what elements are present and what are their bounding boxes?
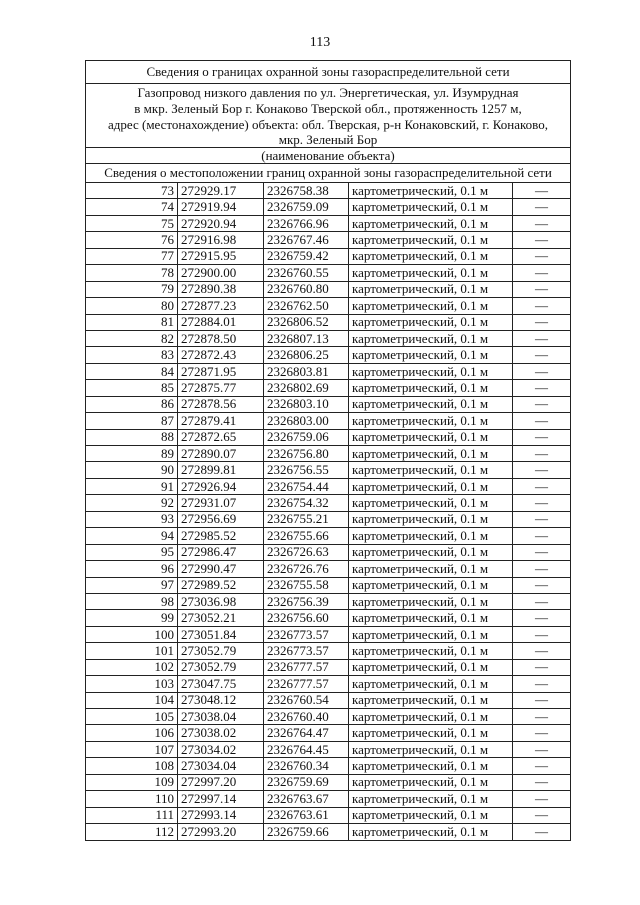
note-cell: — (513, 215, 571, 231)
coord-y: 2326760.55 (264, 265, 349, 281)
table-row (86, 511, 571, 527)
point-number: 102 (86, 659, 178, 675)
point-number: 91 (86, 478, 178, 494)
coord-y: 2326755.66 (264, 528, 349, 544)
method-cell: картометрический, 0.1 м (349, 725, 513, 741)
method-cell: картометрический, 0.1 м (349, 281, 513, 297)
coordinates-table (85, 182, 571, 841)
coord-x: 272871.95 (178, 363, 264, 379)
point-number: 74 (86, 199, 178, 215)
coord-x: 273038.04 (178, 709, 264, 725)
method-cell: картометрический, 0.1 м (349, 643, 513, 659)
coord-x: 272916.98 (178, 232, 264, 248)
table-row (86, 248, 571, 264)
point-number: 112 (86, 824, 178, 840)
note-cell: — (513, 396, 571, 412)
table-row (86, 528, 571, 544)
method-cell: картометрический, 0.1 м (349, 544, 513, 560)
coord-y: 2326755.21 (264, 511, 349, 527)
object-line: мкр. Зеленый Бор (278, 132, 378, 148)
point-number: 78 (86, 265, 178, 281)
note-cell: — (513, 741, 571, 757)
note-cell: — (513, 462, 571, 478)
point-number: 109 (86, 774, 178, 790)
coord-y: 2326777.57 (264, 676, 349, 692)
method-cell: картометрический, 0.1 м (349, 478, 513, 494)
note-cell: — (513, 544, 571, 560)
coord-x: 272890.07 (178, 446, 264, 462)
point-number: 85 (86, 380, 178, 396)
note-cell: — (513, 610, 571, 626)
table-row (86, 281, 571, 297)
coord-x: 272997.20 (178, 774, 264, 790)
note-cell: — (513, 643, 571, 659)
point-number: 86 (86, 396, 178, 412)
point-number: 84 (86, 363, 178, 379)
coord-y: 2326760.54 (264, 692, 349, 708)
coord-x: 273047.75 (178, 676, 264, 692)
method-cell: картометрический, 0.1 м (349, 610, 513, 626)
method-cell: картометрический, 0.1 м (349, 774, 513, 790)
method-cell: картометрический, 0.1 м (349, 824, 513, 840)
coord-y: 2326756.60 (264, 610, 349, 626)
point-number: 97 (86, 577, 178, 593)
table-row (86, 774, 571, 790)
coord-y: 2326773.57 (264, 626, 349, 642)
point-number: 88 (86, 429, 178, 445)
method-cell: картометрический, 0.1 м (349, 659, 513, 675)
note-cell: — (513, 330, 571, 346)
table-row (86, 593, 571, 609)
method-cell: картометрический, 0.1 м (349, 298, 513, 314)
point-number: 80 (86, 298, 178, 314)
table-row (86, 314, 571, 330)
coord-y: 2326802.69 (264, 380, 349, 396)
point-number: 108 (86, 758, 178, 774)
table-row (86, 561, 571, 577)
note-cell: — (513, 725, 571, 741)
coord-x: 273052.79 (178, 659, 264, 675)
coord-y: 2326767.46 (264, 232, 349, 248)
method-cell: картометрический, 0.1 м (349, 314, 513, 330)
point-number: 87 (86, 413, 178, 429)
note-cell: — (513, 561, 571, 577)
coord-y: 2326754.44 (264, 478, 349, 494)
method-cell: картометрический, 0.1 м (349, 265, 513, 281)
object-caption: (наименование объекта) (85, 147, 571, 163)
coord-y: 2326764.45 (264, 741, 349, 757)
table-row (86, 692, 571, 708)
coord-x: 272872.65 (178, 429, 264, 445)
note-cell: — (513, 232, 571, 248)
coord-x: 272877.23 (178, 298, 264, 314)
point-number: 79 (86, 281, 178, 297)
method-cell: картометрический, 0.1 м (349, 593, 513, 609)
table-row (86, 380, 571, 396)
method-cell: картометрический, 0.1 м (349, 183, 513, 199)
point-number: 99 (86, 610, 178, 626)
coord-x: 272879.41 (178, 413, 264, 429)
coord-x: 273036.98 (178, 593, 264, 609)
method-cell: картометрический, 0.1 м (349, 215, 513, 231)
coord-y: 2326762.50 (264, 298, 349, 314)
coord-x: 272878.56 (178, 396, 264, 412)
coord-y: 2326763.67 (264, 791, 349, 807)
table-row (86, 577, 571, 593)
section-title: Сведения о местоположении границ охранной зоны газораспределительной сети (85, 163, 571, 182)
point-number: 100 (86, 626, 178, 642)
note-cell: — (513, 265, 571, 281)
coord-x: 272884.01 (178, 314, 264, 330)
point-number: 75 (86, 215, 178, 231)
method-cell: картометрический, 0.1 м (349, 758, 513, 774)
coord-x: 272926.94 (178, 478, 264, 494)
note-cell: — (513, 281, 571, 297)
coord-x: 273052.21 (178, 610, 264, 626)
coord-y: 2326806.25 (264, 347, 349, 363)
coord-x: 273038.02 (178, 725, 264, 741)
method-cell: картометрический, 0.1 м (349, 248, 513, 264)
coord-x: 272986.47 (178, 544, 264, 560)
method-cell: картометрический, 0.1 м (349, 807, 513, 823)
coord-y: 2326726.63 (264, 544, 349, 560)
point-number: 82 (86, 330, 178, 346)
method-cell: картометрический, 0.1 м (349, 429, 513, 445)
method-cell: картометрический, 0.1 м (349, 741, 513, 757)
point-number: 73 (86, 183, 178, 199)
point-number: 94 (86, 528, 178, 544)
note-cell: — (513, 429, 571, 445)
note-cell: — (513, 363, 571, 379)
coord-y: 2326760.80 (264, 281, 349, 297)
coord-x: 273034.02 (178, 741, 264, 757)
object-name (85, 83, 571, 147)
point-number: 90 (86, 462, 178, 478)
coord-x: 273052.79 (178, 643, 264, 659)
point-number: 110 (86, 791, 178, 807)
point-number: 104 (86, 692, 178, 708)
coord-x: 272993.20 (178, 824, 264, 840)
coord-y: 2326754.32 (264, 495, 349, 511)
coord-y: 2326803.81 (264, 363, 349, 379)
table-row (86, 741, 571, 757)
method-cell: картометрический, 0.1 м (349, 330, 513, 346)
coord-x: 273034.04 (178, 758, 264, 774)
method-cell: картометрический, 0.1 м (349, 626, 513, 642)
coord-x: 272997.14 (178, 791, 264, 807)
table-row (86, 478, 571, 494)
table-row (86, 725, 571, 741)
coord-y: 2326759.09 (264, 199, 349, 215)
note-cell: — (513, 183, 571, 199)
table-row (86, 265, 571, 281)
note-cell: — (513, 495, 571, 511)
coord-x: 272931.07 (178, 495, 264, 511)
table-row (86, 413, 571, 429)
coord-y: 2326806.52 (264, 314, 349, 330)
note-cell: — (513, 758, 571, 774)
table-row (86, 643, 571, 659)
coord-y: 2326726.76 (264, 561, 349, 577)
coord-y: 2326759.42 (264, 248, 349, 264)
coord-y: 2326807.13 (264, 330, 349, 346)
object-line: Газопровод низкого давления по ул. Энергетическая, ул. Изумрудная (137, 85, 519, 100)
coord-y: 2326756.80 (264, 446, 349, 462)
coord-y: 2326773.57 (264, 643, 349, 659)
table-row (86, 446, 571, 462)
point-number: 101 (86, 643, 178, 659)
coord-y: 2326760.40 (264, 709, 349, 725)
note-cell: — (513, 626, 571, 642)
note-cell: — (513, 380, 571, 396)
note-cell: — (513, 347, 571, 363)
coord-x: 272989.52 (178, 577, 264, 593)
method-cell: картометрический, 0.1 м (349, 413, 513, 429)
table-row (86, 396, 571, 412)
note-cell: — (513, 511, 571, 527)
note-cell: — (513, 199, 571, 215)
method-cell: картометрический, 0.1 м (349, 676, 513, 692)
table-row (86, 347, 571, 363)
note-cell: — (513, 298, 571, 314)
coord-x: 272990.47 (178, 561, 264, 577)
point-number: 92 (86, 495, 178, 511)
coord-y: 2326760.34 (264, 758, 349, 774)
method-cell: картометрический, 0.1 м (349, 577, 513, 593)
point-number: 93 (86, 511, 178, 527)
method-cell: картометрический, 0.1 м (349, 791, 513, 807)
point-number: 96 (86, 561, 178, 577)
table-row (86, 199, 571, 215)
point-number: 77 (86, 248, 178, 264)
table-row (86, 659, 571, 675)
coord-x: 272899.81 (178, 462, 264, 478)
note-cell: — (513, 314, 571, 330)
table-row (86, 824, 571, 840)
note-cell: — (513, 824, 571, 840)
coord-y: 2326764.47 (264, 725, 349, 741)
coord-x: 272985.52 (178, 528, 264, 544)
object-line: адрес (местонахождение) объекта: обл. Тверская, р-н Конаковский, г. Конаково, (108, 116, 548, 132)
method-cell: картометрический, 0.1 м (349, 199, 513, 215)
table-row (86, 626, 571, 642)
table-row (86, 363, 571, 379)
point-number: 95 (86, 544, 178, 560)
method-cell: картометрический, 0.1 м (349, 396, 513, 412)
note-cell: — (513, 709, 571, 725)
coord-x: 272900.00 (178, 265, 264, 281)
coord-y: 2326755.58 (264, 577, 349, 593)
coord-y: 2326766.96 (264, 215, 349, 231)
table-row (86, 462, 571, 478)
method-cell: картометрический, 0.1 м (349, 561, 513, 577)
method-cell: картометрический, 0.1 м (349, 232, 513, 248)
table-row (86, 544, 571, 560)
point-number: 76 (86, 232, 178, 248)
coord-y: 2326759.06 (264, 429, 349, 445)
method-cell: картометрический, 0.1 м (349, 363, 513, 379)
coord-y: 2326756.39 (264, 593, 349, 609)
method-cell: картометрический, 0.1 м (349, 511, 513, 527)
note-cell: — (513, 692, 571, 708)
method-cell: картометрический, 0.1 м (349, 692, 513, 708)
coord-x: 272919.94 (178, 199, 264, 215)
coord-y: 2326763.61 (264, 807, 349, 823)
coord-x: 273048.12 (178, 692, 264, 708)
coord-y: 2326759.69 (264, 774, 349, 790)
table-row (86, 676, 571, 692)
table-row (86, 495, 571, 511)
coord-y: 2326759.66 (264, 824, 349, 840)
note-cell: — (513, 593, 571, 609)
note-cell: — (513, 478, 571, 494)
object-line: в мкр. Зеленый Бор г. Конаково Тверской обл., протяженность 1257 м, (134, 100, 522, 116)
coord-x: 272956.69 (178, 511, 264, 527)
coord-x: 272915.95 (178, 248, 264, 264)
table-row (86, 610, 571, 626)
coord-x: 272929.17 (178, 183, 264, 199)
table-row (86, 298, 571, 314)
point-number: 81 (86, 314, 178, 330)
point-number: 107 (86, 741, 178, 757)
method-cell: картометрический, 0.1 м (349, 709, 513, 725)
point-number: 106 (86, 725, 178, 741)
note-cell: — (513, 807, 571, 823)
note-cell: — (513, 659, 571, 675)
table-row (86, 807, 571, 823)
table-row (86, 330, 571, 346)
point-number: 98 (86, 593, 178, 609)
coord-y: 2326756.55 (264, 462, 349, 478)
table-row (86, 183, 571, 199)
table-row (86, 429, 571, 445)
coord-x: 272920.94 (178, 215, 264, 231)
document-table (85, 60, 571, 841)
point-number: 103 (86, 676, 178, 692)
coord-y: 2326803.00 (264, 413, 349, 429)
coord-x: 273051.84 (178, 626, 264, 642)
note-cell: — (513, 446, 571, 462)
coord-x: 272875.77 (178, 380, 264, 396)
page-number: 113 (309, 35, 331, 50)
note-cell: — (513, 791, 571, 807)
note-cell: — (513, 528, 571, 544)
note-cell: — (513, 676, 571, 692)
method-cell: картометрический, 0.1 м (349, 495, 513, 511)
note-cell: — (513, 577, 571, 593)
table-row (86, 791, 571, 807)
coord-y: 2326777.57 (264, 659, 349, 675)
point-number: 89 (86, 446, 178, 462)
point-number: 83 (86, 347, 178, 363)
point-number: 105 (86, 709, 178, 725)
coord-y: 2326803.10 (264, 396, 349, 412)
method-cell: картометрический, 0.1 м (349, 380, 513, 396)
method-cell: картометрический, 0.1 м (349, 462, 513, 478)
table-row (86, 709, 571, 725)
coord-x: 272878.50 (178, 330, 264, 346)
method-cell: картометрический, 0.1 м (349, 446, 513, 462)
method-cell: картометрический, 0.1 м (349, 347, 513, 363)
table-row (86, 215, 571, 231)
coord-x: 272872.43 (178, 347, 264, 363)
coord-x: 272890.38 (178, 281, 264, 297)
note-cell: — (513, 248, 571, 264)
table-row (86, 232, 571, 248)
coord-x: 272993.14 (178, 807, 264, 823)
note-cell: — (513, 774, 571, 790)
method-cell: картометрический, 0.1 м (349, 528, 513, 544)
note-cell: — (513, 413, 571, 429)
point-number: 111 (86, 807, 178, 823)
table-row (86, 758, 571, 774)
coord-y: 2326758.38 (264, 183, 349, 199)
table-title: Сведения о границах охранной зоны газораспределительной сети (85, 60, 571, 83)
